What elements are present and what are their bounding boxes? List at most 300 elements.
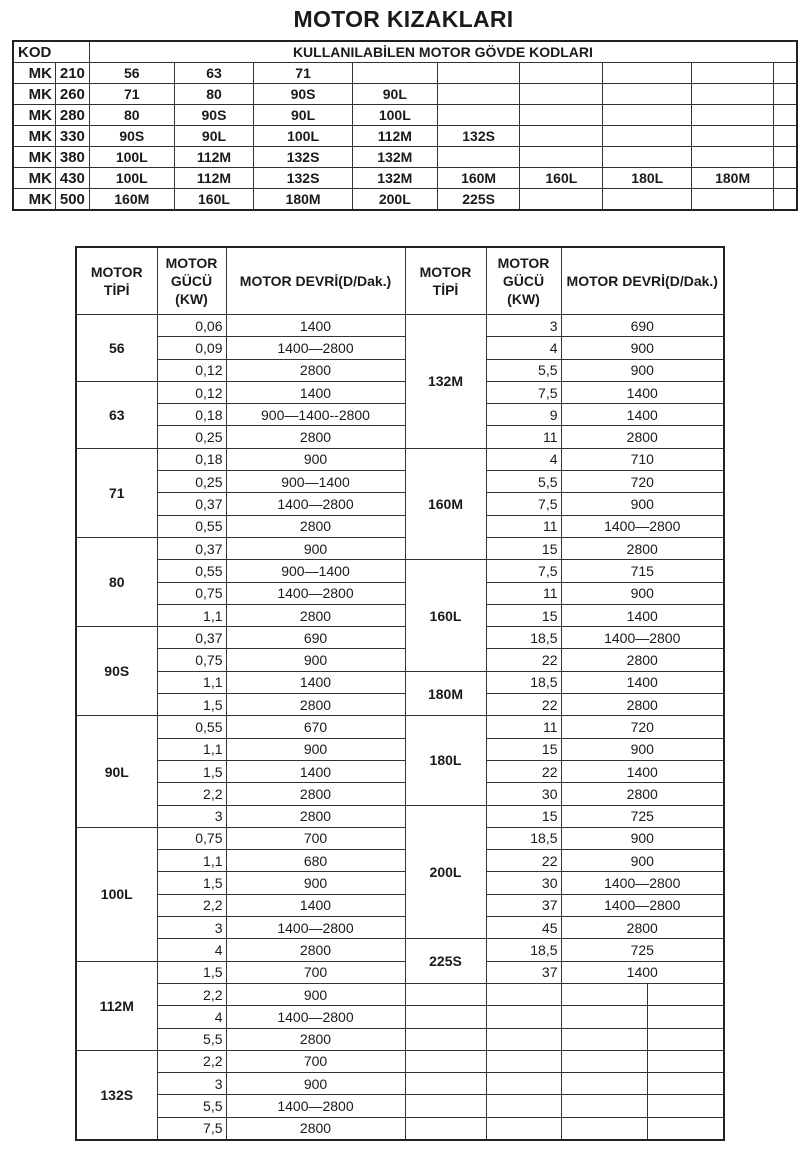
motor-speed-cell: 900 xyxy=(561,850,724,872)
empty-cell xyxy=(405,1095,486,1117)
motor-type-cell: 200L xyxy=(405,805,486,939)
motor-type-cell: 132M xyxy=(405,315,486,449)
motor-speed-cell: 2800 xyxy=(561,694,724,716)
specs-row xyxy=(76,604,724,626)
frame-codes-row xyxy=(13,147,797,168)
motor-speed-cell: 1400—2800 xyxy=(226,493,405,515)
motor-power-cell: 5,5 xyxy=(486,471,561,493)
frame-code-cell xyxy=(773,168,797,189)
frame-code-cell: 90L xyxy=(174,126,254,147)
header-motor-power: MOTOR GÜCÜ (KW) xyxy=(157,247,226,315)
motor-type-cell: 180M xyxy=(405,671,486,716)
frame-code-cell: 100L xyxy=(89,147,174,168)
motor-speed-cell: 725 xyxy=(561,805,724,827)
frame-code-cell: 160L xyxy=(174,189,254,211)
motor-power-cell: 11 xyxy=(486,515,561,537)
motor-speed-cell: 2800 xyxy=(226,359,405,381)
motor-power-cell: 11 xyxy=(486,426,561,448)
code-prefix: MK xyxy=(13,84,55,105)
motor-speed-cell: 1400—2800 xyxy=(561,627,724,649)
empty-cell xyxy=(647,1050,724,1072)
motor-power-cell: 0,55 xyxy=(157,716,226,738)
empty-cell xyxy=(486,1028,561,1050)
specs-row xyxy=(76,1073,724,1095)
frame-code-cell xyxy=(520,189,603,211)
specs-row xyxy=(76,850,724,872)
frame-code-cell xyxy=(520,126,603,147)
motor-power-cell: 15 xyxy=(486,604,561,626)
frame-code-cell xyxy=(603,189,692,211)
frame-code-cell xyxy=(520,147,603,168)
specs-row xyxy=(76,560,724,582)
empty-cell xyxy=(561,1028,647,1050)
motor-power-cell: 0,18 xyxy=(157,448,226,470)
motor-power-cell: 3 xyxy=(486,315,561,337)
frame-code-cell xyxy=(773,189,797,211)
frame-code-cell xyxy=(773,147,797,168)
motor-power-cell: 0,12 xyxy=(157,381,226,403)
motor-speed-cell: 900 xyxy=(561,337,724,359)
specs-row xyxy=(76,649,724,671)
motor-speed-cell: 900 xyxy=(226,649,405,671)
motor-power-cell: 1,1 xyxy=(157,604,226,626)
specs-row xyxy=(76,694,724,716)
frame-code-cell: 180L xyxy=(603,168,692,189)
motor-speed-cell: 1400 xyxy=(561,604,724,626)
frame-code-cell: 132M xyxy=(352,168,437,189)
frame-code-cell xyxy=(520,84,603,105)
empty-cell xyxy=(486,1117,561,1140)
motor-speed-cell: 2800 xyxy=(226,939,405,961)
specs-row xyxy=(76,939,724,961)
motor-speed-cell: 1400 xyxy=(561,961,724,983)
motor-power-cell: 0,37 xyxy=(157,493,226,515)
motor-power-cell: 30 xyxy=(486,872,561,894)
motor-speed-cell: 900 xyxy=(226,537,405,559)
frame-code-cell: 90S xyxy=(174,105,254,126)
frame-code-cell xyxy=(603,84,692,105)
motor-power-cell: 0,37 xyxy=(157,627,226,649)
specs-row xyxy=(76,627,724,649)
specs-row xyxy=(76,1006,724,1028)
motor-power-cell: 0,37 xyxy=(157,537,226,559)
frame-code-cell xyxy=(437,84,520,105)
motor-power-cell: 18,5 xyxy=(486,627,561,649)
header-motor-speed: MOTOR DEVRİ(D/Dak.) xyxy=(561,247,724,315)
code-number: 280 xyxy=(55,105,89,126)
motor-speed-cell: 900 xyxy=(561,827,724,849)
frame-codes-row xyxy=(13,105,797,126)
empty-cell xyxy=(486,1095,561,1117)
empty-cell xyxy=(561,1073,647,1095)
motor-power-cell: 3 xyxy=(157,805,226,827)
motor-speed-cell: 710 xyxy=(561,448,724,470)
motor-speed-cell: 2800 xyxy=(561,783,724,805)
frame-code-cell xyxy=(692,84,774,105)
frame-codes-header-row xyxy=(13,41,797,63)
motor-speed-cell: 1400—2800 xyxy=(561,894,724,916)
motor-speed-cell: 900 xyxy=(561,359,724,381)
motor-speed-cell: 720 xyxy=(561,471,724,493)
empty-cell xyxy=(561,983,647,1005)
specs-row xyxy=(76,894,724,916)
frame-code-cell: 160M xyxy=(437,168,520,189)
specs-row xyxy=(76,783,724,805)
frame-codes-row xyxy=(13,126,797,147)
specs-row xyxy=(76,493,724,515)
frame-code-cell: 180M xyxy=(254,189,353,211)
frame-code-cell: 100L xyxy=(352,105,437,126)
motor-speed-cell: 1400 xyxy=(226,671,405,693)
motor-speed-cell: 2800 xyxy=(226,805,405,827)
frame-code-cell: 80 xyxy=(89,105,174,126)
specs-row xyxy=(76,404,724,426)
motor-speed-cell: 900—1400 xyxy=(226,471,405,493)
motor-speed-cell: 2800 xyxy=(561,426,724,448)
motor-type-cell: 80 xyxy=(76,537,157,626)
specs-row xyxy=(76,671,724,693)
motor-power-cell: 37 xyxy=(486,894,561,916)
motor-type-cell: 112M xyxy=(76,961,157,1050)
motor-power-cell: 5,5 xyxy=(157,1095,226,1117)
empty-cell xyxy=(405,1050,486,1072)
frame-code-cell: 132S xyxy=(437,126,520,147)
frame-codes-row xyxy=(13,189,797,211)
frame-code-cell: 132M xyxy=(352,147,437,168)
specs-row xyxy=(76,1117,724,1140)
motor-power-cell: 11 xyxy=(486,716,561,738)
motor-speed-cell: 690 xyxy=(561,315,724,337)
motor-power-cell: 1,1 xyxy=(157,671,226,693)
specs-row xyxy=(76,872,724,894)
empty-cell xyxy=(405,1117,486,1140)
motor-speed-cell: 900 xyxy=(561,493,724,515)
frame-code-cell xyxy=(603,105,692,126)
specs-row xyxy=(76,716,724,738)
empty-cell xyxy=(647,1095,724,1117)
motor-speed-cell: 1400 xyxy=(226,894,405,916)
frame-code-cell xyxy=(692,189,774,211)
motor-power-cell: 0,75 xyxy=(157,649,226,671)
motor-power-cell: 0,55 xyxy=(157,515,226,537)
motor-power-cell: 2,2 xyxy=(157,1050,226,1072)
empty-cell xyxy=(405,1006,486,1028)
motor-speed-cell: 900 xyxy=(226,448,405,470)
specs-row xyxy=(76,983,724,1005)
motor-speed-cell: 2800 xyxy=(226,604,405,626)
specs-row xyxy=(76,760,724,782)
code-number: 430 xyxy=(55,168,89,189)
frame-code-cell: 225S xyxy=(437,189,520,211)
motor-power-cell: 22 xyxy=(486,760,561,782)
motor-speed-cell: 900 xyxy=(226,738,405,760)
frame-code-cell xyxy=(773,126,797,147)
code-number: 330 xyxy=(55,126,89,147)
specs-row xyxy=(76,515,724,537)
motor-speed-cell: 900 xyxy=(226,1073,405,1095)
frame-codes-table xyxy=(12,40,798,211)
specs-row xyxy=(76,381,724,403)
motor-power-cell: 4 xyxy=(486,448,561,470)
code-prefix: MK xyxy=(13,168,55,189)
motor-power-cell: 0,75 xyxy=(157,827,226,849)
motor-power-cell: 1,5 xyxy=(157,961,226,983)
frame-code-cell: 160M xyxy=(89,189,174,211)
motor-speed-cell: 2800 xyxy=(226,515,405,537)
motor-power-cell: 0,75 xyxy=(157,582,226,604)
motor-power-cell: 22 xyxy=(486,694,561,716)
motor-speed-cell: 1400—2800 xyxy=(226,1095,405,1117)
empty-cell xyxy=(486,1006,561,1028)
motor-power-cell: 1,5 xyxy=(157,760,226,782)
frame-code-cell xyxy=(692,126,774,147)
frame-codes-row xyxy=(13,63,797,84)
code-prefix: MK xyxy=(13,126,55,147)
specs-row xyxy=(76,426,724,448)
frame-code-cell xyxy=(520,63,603,84)
empty-cell xyxy=(405,983,486,1005)
code-number: 260 xyxy=(55,84,89,105)
motor-speed-cell: 1400—2800 xyxy=(561,872,724,894)
specs-row xyxy=(76,448,724,470)
specs-header-row xyxy=(76,247,724,315)
motor-type-cell: 71 xyxy=(76,448,157,537)
motor-type-cell: 180L xyxy=(405,716,486,805)
empty-cell xyxy=(561,1095,647,1117)
frame-code-cell xyxy=(692,63,774,84)
frame-code-cell xyxy=(773,84,797,105)
frame-code-cell xyxy=(692,105,774,126)
frame-code-cell: 71 xyxy=(89,84,174,105)
motor-power-cell: 1,1 xyxy=(157,738,226,760)
motor-power-cell: 22 xyxy=(486,850,561,872)
motor-power-cell: 3 xyxy=(157,917,226,939)
frame-codes-header: KULLANILABİLEN MOTOR GÖVDE KODLARI xyxy=(89,41,797,63)
motor-power-cell: 1,1 xyxy=(157,850,226,872)
specs-row xyxy=(76,1095,724,1117)
motor-speed-cell: 2800 xyxy=(561,649,724,671)
motor-type-cell: 100L xyxy=(76,827,157,961)
frame-code-cell xyxy=(692,147,774,168)
specs-row xyxy=(76,315,724,337)
motor-power-cell: 0,25 xyxy=(157,426,226,448)
motor-speed-cell: 680 xyxy=(226,850,405,872)
frame-code-cell: 100L xyxy=(254,126,353,147)
empty-cell xyxy=(405,1028,486,1050)
motor-power-cell: 3 xyxy=(157,1073,226,1095)
motor-type-cell: 90L xyxy=(76,716,157,827)
motor-power-cell: 15 xyxy=(486,738,561,760)
motor-power-cell: 4 xyxy=(486,337,561,359)
motor-speed-cell: 2800 xyxy=(561,537,724,559)
motor-power-cell: 7,5 xyxy=(486,560,561,582)
motor-speed-cell: 2800 xyxy=(226,783,405,805)
motor-power-cell: 11 xyxy=(486,582,561,604)
motor-speed-cell: 700 xyxy=(226,961,405,983)
motor-power-cell: 2,2 xyxy=(157,783,226,805)
code-prefix: MK xyxy=(13,105,55,126)
motor-type-cell: 90S xyxy=(76,627,157,716)
specs-row xyxy=(76,337,724,359)
frame-code-cell: 132S xyxy=(254,168,353,189)
frame-code-cell: 80 xyxy=(174,84,254,105)
specs-row xyxy=(76,1028,724,1050)
motor-type-cell: 63 xyxy=(76,381,157,448)
empty-cell xyxy=(647,1117,724,1140)
motor-speed-cell: 700 xyxy=(226,1050,405,1072)
motor-speed-cell: 900 xyxy=(561,582,724,604)
motor-power-cell: 1,5 xyxy=(157,694,226,716)
motor-speed-cell: 1400 xyxy=(561,760,724,782)
empty-cell xyxy=(561,1006,647,1028)
code-prefix: MK xyxy=(13,189,55,211)
motor-power-cell: 37 xyxy=(486,961,561,983)
motor-power-cell: 4 xyxy=(157,939,226,961)
code-prefix: MK xyxy=(13,147,55,168)
motor-power-cell: 45 xyxy=(486,917,561,939)
motor-speed-cell: 2800 xyxy=(226,1028,405,1050)
motor-power-cell: 0,12 xyxy=(157,359,226,381)
code-number: 500 xyxy=(55,189,89,211)
frame-code-cell: 100L xyxy=(89,168,174,189)
motor-speed-cell: 2800 xyxy=(226,426,405,448)
motor-speed-cell: 1400 xyxy=(226,760,405,782)
motor-speed-cell: 2800 xyxy=(226,694,405,716)
specs-row xyxy=(76,827,724,849)
motor-power-cell: 30 xyxy=(486,783,561,805)
motor-power-cell: 7,5 xyxy=(486,493,561,515)
motor-power-cell: 18,5 xyxy=(486,827,561,849)
motor-power-cell: 15 xyxy=(486,537,561,559)
specs-row xyxy=(76,359,724,381)
code-number: 210 xyxy=(55,63,89,84)
empty-cell xyxy=(561,1117,647,1140)
empty-cell xyxy=(405,1073,486,1095)
empty-cell xyxy=(647,983,724,1005)
motor-power-cell: 7,5 xyxy=(157,1117,226,1140)
motor-power-cell: 0,25 xyxy=(157,471,226,493)
motor-power-cell: 5,5 xyxy=(486,359,561,381)
frame-codes-row xyxy=(13,84,797,105)
frame-code-cell: 112M xyxy=(174,168,254,189)
motor-speed-cell: 900 xyxy=(226,983,405,1005)
frame-code-cell: 56 xyxy=(89,63,174,84)
motor-speed-cell: 900 xyxy=(561,738,724,760)
empty-cell xyxy=(647,1006,724,1028)
motor-speed-cell: 670 xyxy=(226,716,405,738)
motor-power-cell: 0,18 xyxy=(157,404,226,426)
kod-label: KOD xyxy=(13,41,89,63)
motor-power-cell: 18,5 xyxy=(486,939,561,961)
motor-power-cell: 7,5 xyxy=(486,381,561,403)
motor-type-cell: 56 xyxy=(76,315,157,382)
frame-code-cell: 90S xyxy=(89,126,174,147)
motor-speed-cell: 725 xyxy=(561,939,724,961)
frame-code-cell xyxy=(603,63,692,84)
frame-code-cell xyxy=(773,105,797,126)
motor-power-cell: 2,2 xyxy=(157,894,226,916)
header-motor-power: MOTOR GÜCÜ (KW) xyxy=(486,247,561,315)
frame-code-cell xyxy=(352,63,437,84)
motor-power-cell: 2,2 xyxy=(157,983,226,1005)
frame-code-cell xyxy=(603,126,692,147)
specs-row xyxy=(76,582,724,604)
motor-speed-cell: 2800 xyxy=(561,917,724,939)
page-title: MOTOR KIZAKLARI xyxy=(293,6,514,32)
specs-row xyxy=(76,738,724,760)
motor-speed-cell: 900—1400--2800 xyxy=(226,404,405,426)
motor-power-cell: 0,55 xyxy=(157,560,226,582)
motor-power-cell: 4 xyxy=(157,1006,226,1028)
frame-code-cell: 63 xyxy=(174,63,254,84)
empty-cell xyxy=(486,1073,561,1095)
motor-power-cell: 1,5 xyxy=(157,872,226,894)
frame-code-cell: 132S xyxy=(254,147,353,168)
empty-cell xyxy=(486,1050,561,1072)
motor-power-cell: 9 xyxy=(486,404,561,426)
motor-speed-cell: 1400—2800 xyxy=(226,582,405,604)
motor-speed-cell: 700 xyxy=(226,827,405,849)
frame-code-cell: 112M xyxy=(174,147,254,168)
motor-speed-cell: 2800 xyxy=(226,1117,405,1140)
motor-type-cell: 160M xyxy=(405,448,486,559)
frame-code-cell xyxy=(603,147,692,168)
motor-type-cell: 132S xyxy=(76,1050,157,1140)
motor-power-cell: 15 xyxy=(486,805,561,827)
empty-cell xyxy=(647,1073,724,1095)
motor-type-cell: 160L xyxy=(405,560,486,671)
specs-row xyxy=(76,805,724,827)
frame-code-cell: 71 xyxy=(254,63,353,84)
frame-code-cell xyxy=(437,63,520,84)
motor-speed-cell: 1400—2800 xyxy=(226,917,405,939)
motor-power-cell: 0,09 xyxy=(157,337,226,359)
empty-cell xyxy=(561,1050,647,1072)
motor-speed-cell: 1400 xyxy=(561,404,724,426)
motor-speed-cell: 900—1400 xyxy=(226,560,405,582)
code-prefix: MK xyxy=(13,63,55,84)
specs-row xyxy=(76,961,724,983)
specs-row xyxy=(76,1050,724,1072)
frame-code-cell xyxy=(773,63,797,84)
frame-code-cell: 200L xyxy=(352,189,437,211)
motor-speed-cell: 1400 xyxy=(561,671,724,693)
motor-speed-cell: 720 xyxy=(561,716,724,738)
header-motor-type: MOTOR TİPİ xyxy=(76,247,157,315)
motor-power-cell: 5,5 xyxy=(157,1028,226,1050)
motor-type-cell: 225S xyxy=(405,939,486,984)
frame-code-cell xyxy=(520,105,603,126)
frame-code-cell xyxy=(437,147,520,168)
motor-specs-table xyxy=(75,246,725,1141)
specs-row xyxy=(76,471,724,493)
motor-power-cell: 18,5 xyxy=(486,671,561,693)
motor-power-cell: 22 xyxy=(486,649,561,671)
motor-speed-cell: 1400 xyxy=(561,381,724,403)
header-motor-type: MOTOR TİPİ xyxy=(405,247,486,315)
frame-code-cell: 90S xyxy=(254,84,353,105)
frame-code-cell: 90L xyxy=(352,84,437,105)
frame-code-cell: 112M xyxy=(352,126,437,147)
motor-power-cell: 0,06 xyxy=(157,315,226,337)
motor-speed-cell: 1400 xyxy=(226,315,405,337)
motor-speed-cell: 1400—2800 xyxy=(226,1006,405,1028)
frame-code-cell: 160L xyxy=(520,168,603,189)
motor-speed-cell: 690 xyxy=(226,627,405,649)
motor-speed-cell: 1400—2800 xyxy=(561,515,724,537)
motor-speed-cell: 715 xyxy=(561,560,724,582)
code-number: 380 xyxy=(55,147,89,168)
